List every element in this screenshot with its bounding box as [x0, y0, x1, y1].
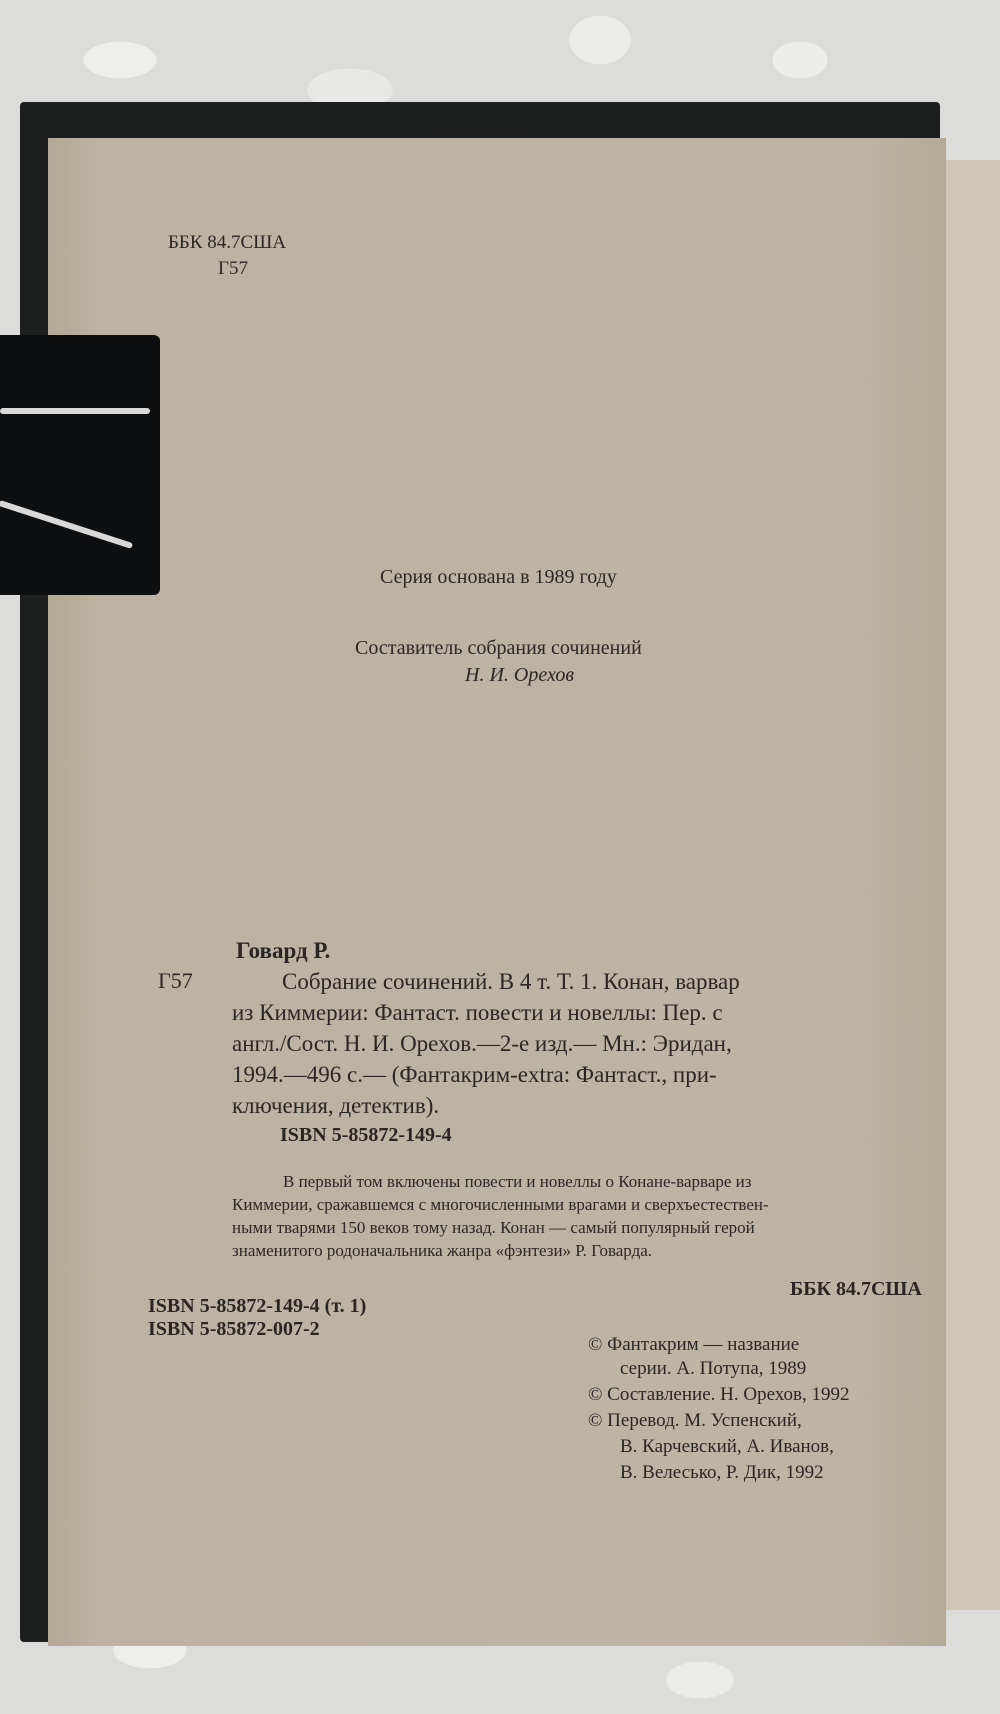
catalog-code: Г57: [158, 968, 193, 993]
binder-clip-wire-top: [0, 408, 150, 414]
catalog-line-5: ключения, детектив).: [232, 1093, 440, 1118]
isbn-volume: ISBN 5-85872-149-4 (т. 1): [148, 1295, 367, 1317]
book-page: [48, 138, 946, 1646]
catalog-line-3: англ./Сост. Н. И. Орехов.—2-е изд.— Мн.: Эридан,: [232, 1031, 732, 1056]
bbk-code-bottom: ББК 84.7США: [790, 1278, 922, 1300]
catalog-author: Говард Р.: [236, 938, 331, 963]
catalog-line-4: 1994.—496 с.— (Фантакрим-extra: Фантаст., при-: [232, 1062, 717, 1087]
annotation-line-3: ными тварями 150 веков тому назад. Конан — самый популярный герой: [232, 1218, 755, 1237]
annotation-line-2: Киммерии, сражавшемся с многочисленными врагами и сверхъестествен-: [232, 1195, 769, 1214]
compiler-label: Составитель собрания сочинений: [355, 637, 642, 659]
isbn-set: ISBN 5-85872-007-2: [148, 1318, 320, 1340]
annotation-line-4: знаменитого родоначальника жанра «фэнтези» Р. Говарда.: [232, 1241, 653, 1260]
copyright-line-6: В. Велесько, Р. Дик, 1992: [620, 1462, 824, 1483]
bbk-code-top: ББК 84.7США: [168, 232, 287, 253]
copyright-line-1: © Фантакрим — название: [588, 1334, 800, 1355]
catalog-line-2: из Киммерии: Фантаст. повести и новеллы: Пер. с: [232, 1000, 723, 1025]
catalog-isbn: ISBN 5-85872-149-4: [280, 1124, 452, 1146]
copyright-line-5: В. Карчевский, А. Иванов,: [620, 1436, 834, 1457]
series-note: Серия основана в 1989 году: [380, 566, 617, 588]
facing-page-edge: [940, 160, 1000, 1610]
binder-clip: [0, 335, 160, 595]
annotation-line-1: В первый том включены повести и новеллы о Конане-варваре из: [283, 1172, 752, 1191]
copyright-line-3: © Составление. Н. Орехов, 1992: [588, 1384, 850, 1405]
copyright-line-2: серии. А. Потупа, 1989: [620, 1358, 807, 1379]
catalog-code-top: Г57: [218, 258, 248, 279]
compiler-name: Н. И. Орехов: [465, 664, 575, 686]
copyright-line-4: © Перевод. М. Успенский,: [588, 1410, 802, 1431]
catalog-line-1: Собрание сочинений. В 4 т. Т. 1. Конан, варвар: [282, 969, 740, 994]
